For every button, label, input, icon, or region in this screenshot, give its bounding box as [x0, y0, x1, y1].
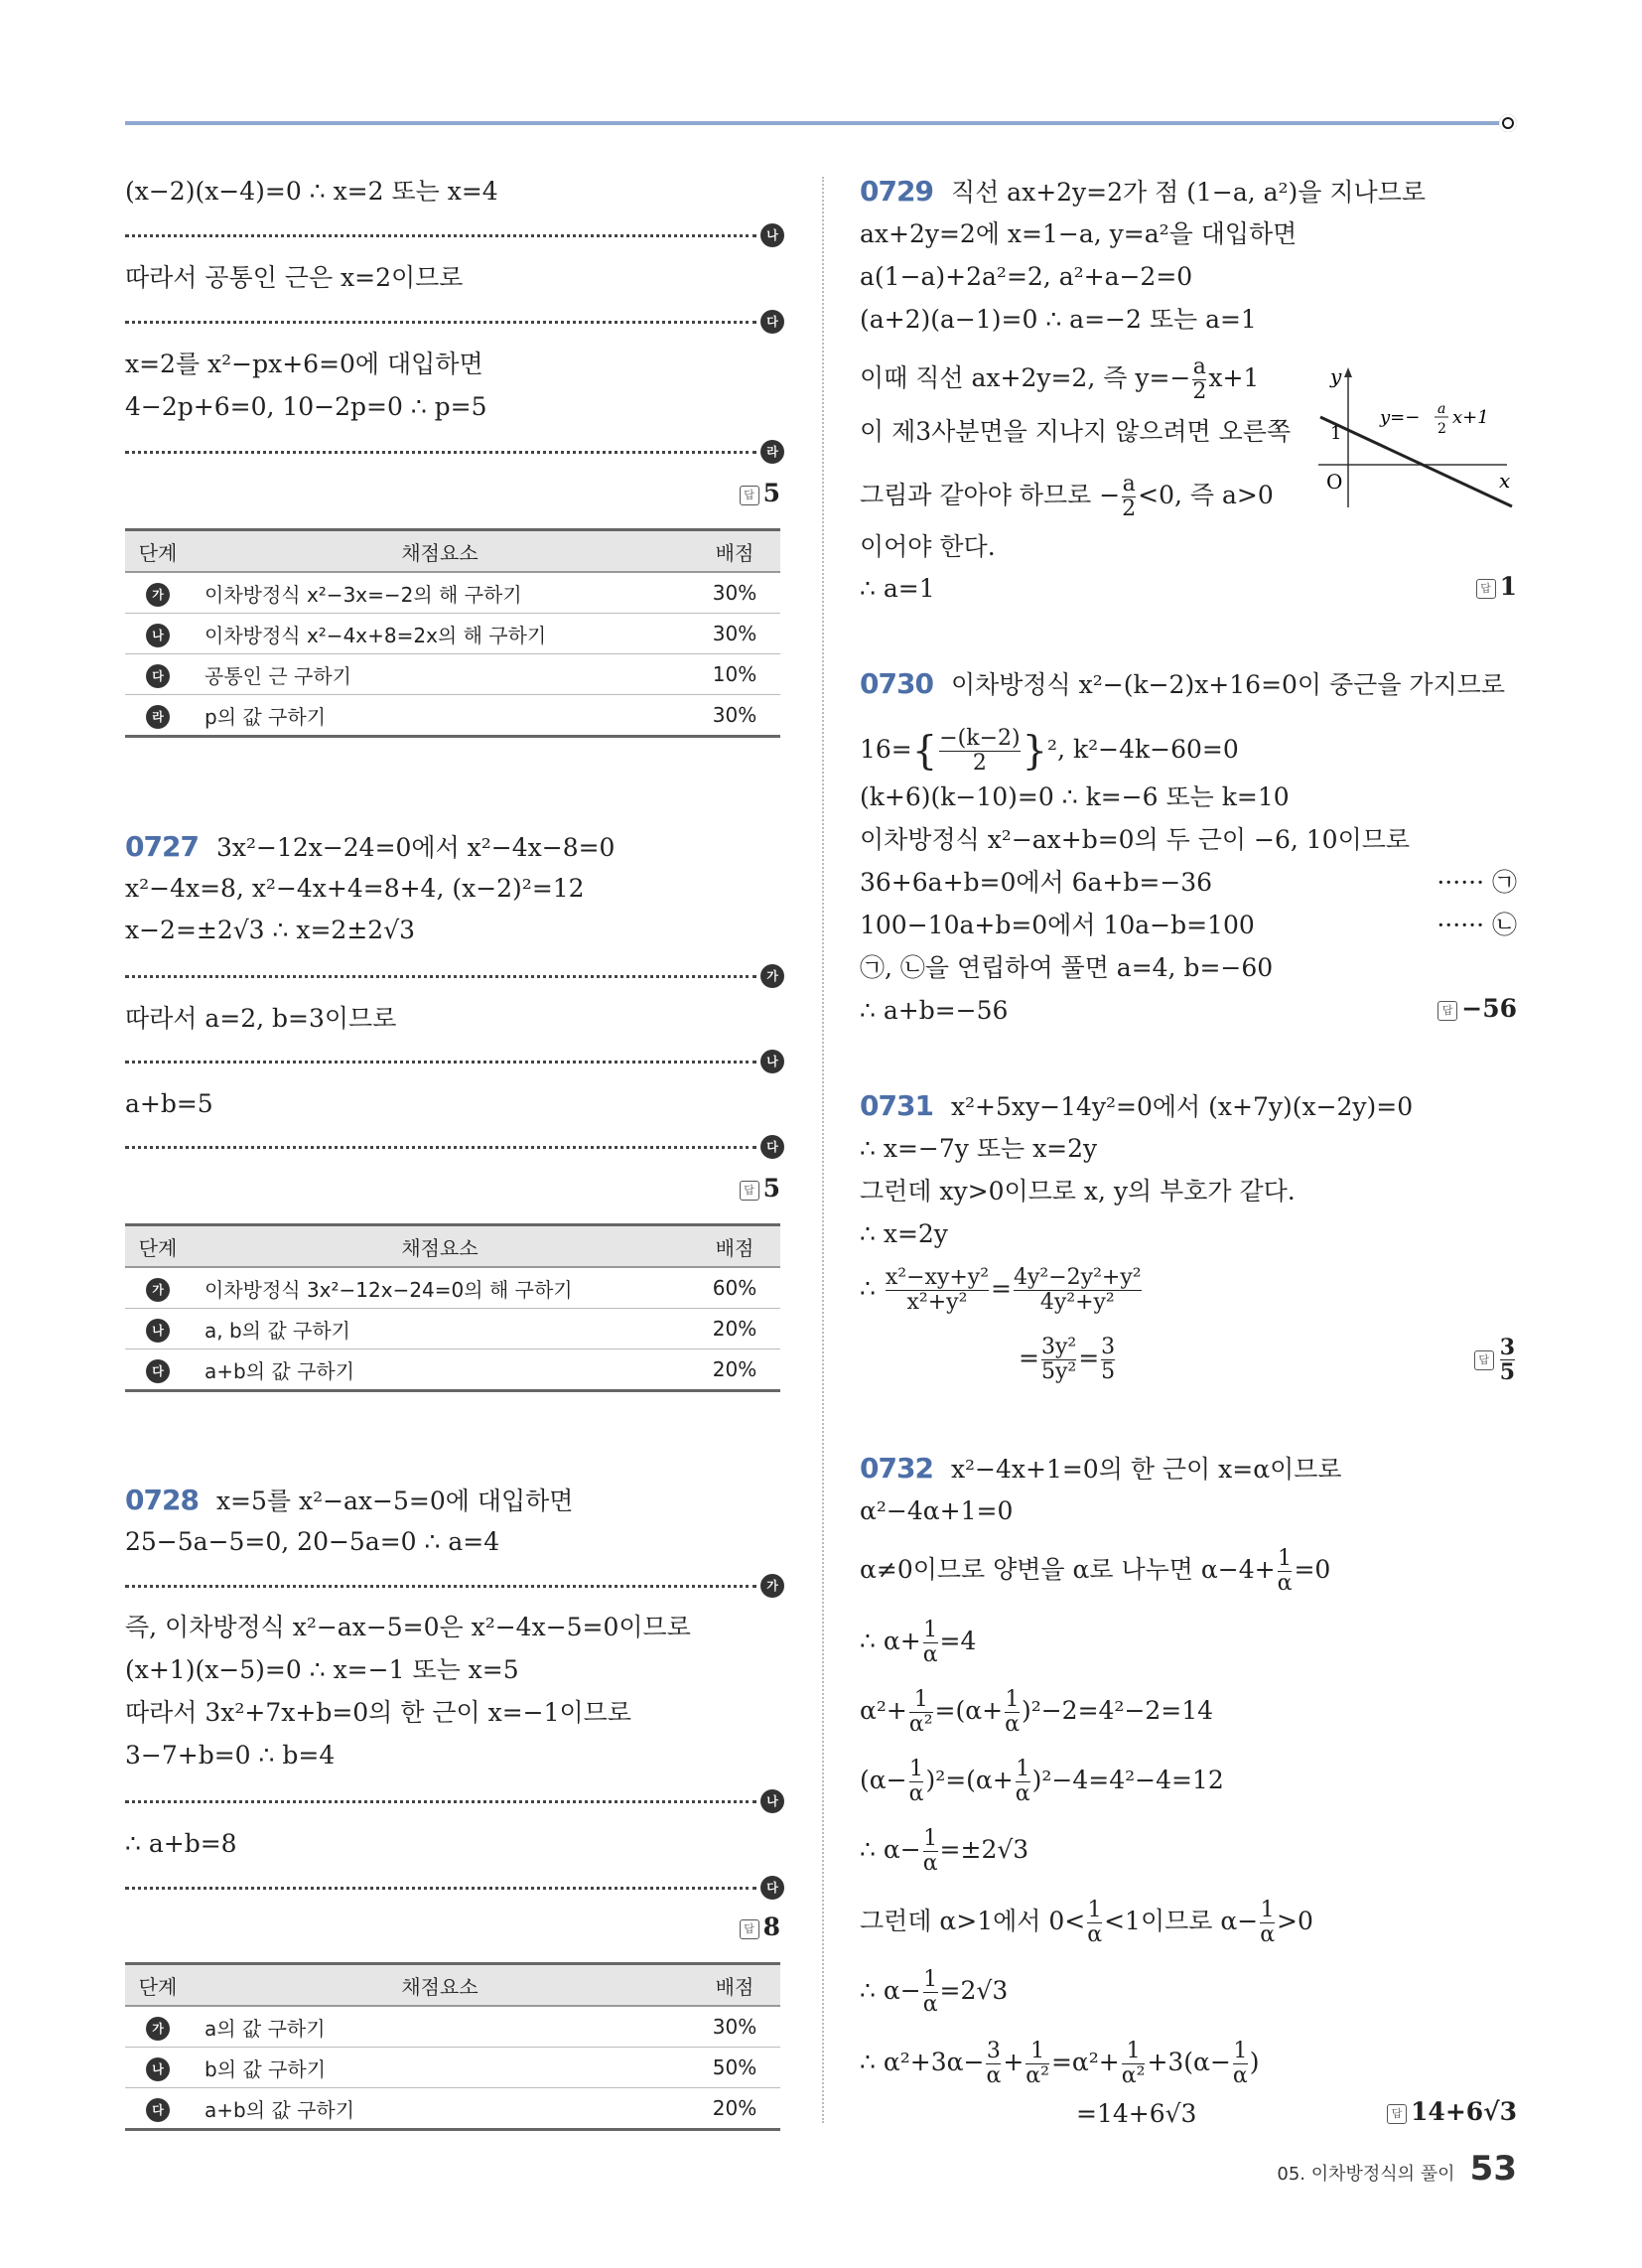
- step-badge: 가: [760, 1574, 784, 1598]
- text-line: 이 제3사분면을 지나지 않으려면 오른쪽: [860, 417, 1292, 446]
- answer: [740, 1913, 780, 1941]
- answer-fraction: [1500, 1336, 1515, 1384]
- fraction: [1005, 1688, 1020, 1737]
- dotted-separator: [125, 451, 756, 454]
- denominator: 2: [1192, 379, 1207, 404]
- text: =0: [1294, 1555, 1331, 1584]
- table-header: 채점요소: [191, 1225, 689, 1268]
- table-cell: p의 값 구하기: [191, 695, 689, 737]
- table-cell: 50%: [689, 2048, 780, 2088]
- text: +: [1003, 2048, 1025, 2076]
- table-cell: b의 값 구하기: [191, 2048, 689, 2088]
- fraction: [1233, 2040, 1248, 2088]
- text: 이때 직선 ax+2y=2, 즉 y=−: [860, 363, 1191, 392]
- table-cell: 이차방정식 3x²−12x−24=0의 해 구하기: [191, 1267, 689, 1309]
- numerator: 1: [1260, 1898, 1275, 1922]
- answer: [740, 1174, 780, 1203]
- text: =: [1019, 1344, 1039, 1372]
- numerator: 1: [1233, 2039, 1248, 2063]
- table-cell: a+b의 값 구하기: [191, 2088, 689, 2130]
- denominator: α: [1232, 2063, 1248, 2088]
- table-cell: 30%: [689, 2006, 780, 2048]
- denominator: α: [986, 2063, 1002, 2088]
- text-line: [860, 1968, 1008, 2017]
- denominator: 5y²: [1040, 1359, 1077, 1384]
- dotted-separator: [125, 1061, 756, 1063]
- text: =α²+: [1050, 2048, 1120, 2076]
- answer-icon: 답: [1474, 1350, 1494, 1370]
- text: >0: [1277, 1907, 1313, 1935]
- dotted-separator: [125, 1800, 756, 1803]
- text-line: α²−4α+1=0: [860, 1496, 1014, 1525]
- numerator: a: [1122, 472, 1136, 496]
- table-cell: 이차방정식 x²−4x+8=2x의 해 구하기: [191, 614, 689, 654]
- numerator: 1: [1278, 1546, 1293, 1571]
- numerator: 4y²−2y²+y²: [1014, 1265, 1142, 1290]
- text-line: 3−7+b=0 ∴ b=4: [125, 1741, 336, 1770]
- text-line: [1019, 1336, 1117, 1384]
- table-row: [125, 654, 780, 695]
- answer-icon: 답: [1387, 2104, 1407, 2124]
- step-badge: 나: [760, 1050, 784, 1073]
- text-line: [860, 1619, 976, 1667]
- answer-icon: 답: [740, 1181, 759, 1201]
- step-badge: 다: [146, 664, 170, 688]
- table-row: [125, 2088, 780, 2130]
- text: ∴ α−: [860, 1976, 921, 2005]
- table-cell: 10%: [689, 654, 780, 695]
- answer: [740, 479, 780, 507]
- numerator: 1: [1126, 2039, 1141, 2063]
- table-header: 배점: [689, 530, 780, 573]
- problem-number: 0728: [125, 1484, 199, 1516]
- numerator: 1: [909, 1757, 924, 1781]
- step-badge: 나: [146, 1319, 170, 1343]
- step-badge: 다: [146, 1359, 170, 1383]
- text-line: ∴ a+b=−56: [860, 996, 1009, 1025]
- text: 그림과 같아야 하므로 −: [860, 481, 1121, 509]
- answer-value: −56: [1461, 994, 1517, 1023]
- answer-value: 5: [762, 479, 780, 507]
- text: (α−: [860, 1766, 907, 1794]
- text-line: [860, 1827, 1028, 1876]
- fraction: [1278, 1547, 1293, 1596]
- answer: [1476, 572, 1517, 601]
- denominator: 5: [1499, 1359, 1515, 1385]
- denominator: α²: [1026, 2063, 1049, 2088]
- text: <1이므로 α−: [1104, 1907, 1259, 1935]
- dotted-separator: [125, 975, 756, 978]
- fraction: [909, 1688, 933, 1737]
- step-badge: 가: [146, 1278, 170, 1302]
- denominator: 2: [939, 751, 1020, 776]
- fraction: [1041, 1336, 1076, 1384]
- table-cell: 30%: [689, 695, 780, 737]
- text-line: (x+1)(x−5)=0 ∴ x=−1 또는 x=5: [125, 1655, 519, 1684]
- text-line: [860, 1688, 1213, 1737]
- denominator: α: [922, 1992, 938, 2017]
- text: x²−4x+1=0의 한 근이 x=α이므로: [950, 1455, 1342, 1484]
- text: α≠0이므로 양변을 α로 나누면 α−4+: [860, 1555, 1276, 1584]
- denominator: α²: [908, 1712, 933, 1737]
- text: 이차방정식 x²−(k−2)x+16=0이 중근을 가지므로: [950, 670, 1506, 699]
- text-line: x=2를 x²−px+6=0에 대입하면: [125, 350, 483, 378]
- fraction: [1260, 1899, 1275, 1947]
- numerator: 3: [986, 2039, 1001, 2063]
- text: )²−4=4²−4=12: [1031, 1766, 1224, 1794]
- numerator: 3: [1101, 1335, 1116, 1359]
- table-header: 단계: [125, 1964, 191, 2007]
- text: =(α+: [934, 1696, 1004, 1725]
- fraction: [986, 2040, 1001, 2088]
- text-line: ∴ a=1: [860, 574, 935, 603]
- numerator: 1: [1030, 2039, 1045, 2063]
- text-line: 즉, 이차방정식 x²−ax−5=0은 x²−4x−5=0이므로: [125, 1613, 691, 1641]
- answer-icon: 답: [740, 486, 759, 505]
- text-line: 그런데 xy>0이므로 x, y의 부호가 같다.: [860, 1177, 1296, 1205]
- denominator: α: [1005, 1712, 1020, 1737]
- problem-number: 0729: [860, 175, 933, 208]
- problem-0730-line: [860, 667, 1505, 702]
- dotted-separator: [125, 1146, 756, 1149]
- problem-0727-line: [125, 830, 615, 865]
- step-badge: 가: [760, 964, 784, 988]
- text-line: [860, 1266, 1144, 1315]
- table-cell: 30%: [689, 614, 780, 654]
- page-footer: [1277, 2149, 1517, 2189]
- text-line: 따라서 공통인 근은 x=2이므로: [125, 263, 464, 292]
- text-line: [860, 1899, 1313, 1947]
- step-badge: 나: [146, 2057, 170, 2081]
- table-row: [125, 614, 780, 654]
- table-row: [125, 2048, 780, 2088]
- text-line: ∴ a+b=8: [125, 1829, 237, 1858]
- text-line: [860, 1547, 1330, 1596]
- text: x=5를 x²−ax−5=0에 대입하면: [215, 1487, 574, 1515]
- numerator: x²−xy+y²: [885, 1265, 990, 1290]
- equation-frac-num: a: [1437, 401, 1446, 417]
- problem-number: 0727: [125, 830, 199, 863]
- table-cell: a+b의 값 구하기: [191, 1349, 689, 1391]
- equation-tail: x+1: [1452, 407, 1489, 428]
- step-badge: 나: [146, 624, 170, 647]
- answer-value: 1: [1499, 572, 1517, 601]
- fraction: [1026, 2040, 1049, 2088]
- text-line: x−2=±2√3 ∴ x=2±2√3: [125, 916, 416, 944]
- text-line: a(1−a)+2a²=2, a²+a−2=0: [860, 262, 1193, 291]
- text: ∴: [860, 1274, 876, 1303]
- denominator: α: [1087, 1922, 1103, 1947]
- numerator: 1: [923, 1967, 938, 1992]
- equation-label: y=−: [1380, 407, 1421, 428]
- text-line: [860, 1758, 1224, 1806]
- text: <0, 즉 a>0: [1138, 481, 1274, 509]
- denominator: α²: [1121, 2063, 1146, 2088]
- answer-icon: 답: [1476, 579, 1496, 599]
- dotted-separator: [125, 1585, 756, 1588]
- numerator: a: [1192, 354, 1206, 379]
- table-row: [125, 1267, 780, 1309]
- table-header: 채점요소: [191, 1964, 689, 2007]
- fraction: [1122, 2040, 1146, 2088]
- equation-marker: ······ ㉠: [1437, 868, 1517, 897]
- fraction: [1016, 1758, 1030, 1806]
- text: =: [991, 1274, 1012, 1303]
- text: )²−2=4²−2=14: [1021, 1696, 1214, 1725]
- text: x+1: [1208, 363, 1260, 392]
- brace-close: }: [1022, 728, 1048, 775]
- table-row: [125, 2006, 780, 2048]
- denominator: α: [1277, 1571, 1293, 1596]
- text-line: (x−2)(x−4)=0 ∴ x=2 또는 x=4: [125, 177, 498, 206]
- answer-icon: 답: [1437, 1001, 1457, 1021]
- text: 직선 ax+2y=2가 점 (1−a, a²)을 지나므로: [950, 178, 1426, 207]
- text: x²+5xy−14y²=0에서 (x+7y)(x−2y)=0: [950, 1092, 1414, 1121]
- text-line: ax+2y=2에 x=1−a, y=a²을 대입하면: [860, 219, 1298, 248]
- step-badge: 라: [760, 440, 784, 464]
- table-row: [125, 695, 780, 737]
- text: 16=: [860, 735, 912, 764]
- scoring-table-1: [125, 528, 780, 738]
- text-line: 이차방정식 x²−ax+b=0의 두 근이 −6, 10이므로: [860, 825, 1411, 854]
- step-badge: 가: [146, 583, 170, 607]
- text: α²+: [860, 1696, 907, 1725]
- text: =±2√3: [939, 1835, 1029, 1864]
- table-row: [125, 1349, 780, 1391]
- text-line: (a+2)(a−1)=0 ∴ a=−2 또는 a=1: [860, 305, 1257, 334]
- denominator: α: [1015, 1781, 1030, 1806]
- text-line: [860, 727, 1239, 776]
- step-badge: 나: [760, 223, 784, 247]
- line-graph: [1308, 363, 1517, 512]
- step-badge: 라: [146, 705, 170, 729]
- step-badge: 다: [146, 2098, 170, 2122]
- denominator: α: [922, 1642, 938, 1667]
- text-line: 25−5a−5=0, 20−5a=0 ∴ a=4: [125, 1527, 500, 1556]
- equation-marker: ······ ㉡: [1437, 911, 1517, 939]
- numerator: 1: [1016, 1757, 1030, 1781]
- graph-line: [1320, 417, 1512, 506]
- table-cell: a, b의 값 구하기: [191, 1309, 689, 1349]
- fraction: [909, 1758, 924, 1806]
- x-label: x: [1499, 469, 1511, 493]
- problem-number: 0730: [860, 667, 933, 700]
- text: ∴ α²+3α−: [860, 2048, 985, 2076]
- equation-frac-den: 2: [1437, 421, 1446, 437]
- text-line: =14+6√3: [1076, 2099, 1197, 2128]
- answer: [1387, 2097, 1517, 2126]
- column-divider: [822, 177, 824, 2123]
- fraction: [923, 1619, 938, 1667]
- numerator: 1: [913, 1687, 928, 1712]
- fraction: [939, 727, 1020, 776]
- text-line: 따라서 3x²+7x+b=0의 한 근이 x=−1이므로: [125, 1698, 631, 1727]
- fraction: [1087, 1899, 1102, 1947]
- numerator: 1: [1087, 1898, 1102, 1922]
- problem-0731-line: [860, 1089, 1413, 1124]
- text-line: a+b=5: [125, 1089, 213, 1118]
- denominator: α: [908, 1781, 924, 1806]
- table-header: 단계: [125, 530, 191, 573]
- text-line: 이어야 한다.: [860, 532, 996, 561]
- text: +3(α−: [1147, 2048, 1231, 2076]
- text: ∴ α+: [860, 1627, 921, 1655]
- numerator: 3y²: [1040, 1335, 1077, 1359]
- text: 그런데 α>1에서 0<: [860, 1907, 1086, 1935]
- text-line: [860, 355, 1259, 404]
- problem-0728-line: [125, 1484, 573, 1518]
- text: =4: [939, 1627, 977, 1655]
- text-line: [860, 2040, 1260, 2088]
- numerator: 3: [1499, 1335, 1515, 1360]
- text-line: 100−10a+b=0에서 10a−b=100: [860, 911, 1255, 939]
- text-line: 36+6a+b=0에서 6a+b=−36: [860, 868, 1213, 897]
- table-cell: 20%: [689, 2088, 780, 2130]
- fraction: [1101, 1336, 1115, 1384]
- answer: [1474, 1336, 1517, 1384]
- text-line: ㉠, ㉡을 연립하여 풀면 a=4, b=−60: [860, 953, 1274, 982]
- text-line: 4−2p+6=0, 10−2p=0 ∴ p=5: [125, 392, 487, 421]
- step-badge: 다: [760, 310, 784, 334]
- fraction: [923, 1968, 938, 2017]
- text: 3x²−12x−24=0에서 x²−4x−8=0: [215, 833, 616, 862]
- denominator: 4y²+y²: [1014, 1290, 1142, 1315]
- denominator: 5: [1101, 1359, 1116, 1384]
- y-axis-arrow: [1344, 367, 1352, 377]
- fraction: [1122, 473, 1136, 521]
- text-line: ∴ x=−7y 또는 x=2y: [860, 1134, 1098, 1163]
- table-cell: 20%: [689, 1309, 780, 1349]
- answer-value: 8: [762, 1913, 780, 1941]
- answer-value: 14+6√3: [1411, 2097, 1517, 2126]
- chapter-title: 05. 이차방정식의 풀이: [1277, 2164, 1455, 2185]
- table-row: [125, 572, 780, 614]
- page-number: 53: [1469, 2149, 1517, 2189]
- dotted-separator: [125, 321, 756, 324]
- text: ∴ α−: [860, 1835, 921, 1864]
- table-cell: 이차방정식 x²−3x=−2의 해 구하기: [191, 572, 689, 614]
- table-cell: 20%: [689, 1349, 780, 1391]
- denominator: x²+y²: [886, 1290, 989, 1315]
- text-line: (k+6)(k−10)=0 ∴ k=−6 또는 k=10: [860, 782, 1290, 811]
- table-cell: 30%: [689, 572, 780, 614]
- table-header: 배점: [689, 1964, 780, 2007]
- intercept-label: 1: [1330, 423, 1342, 444]
- text: =: [1078, 1344, 1100, 1372]
- numerator: 1: [1005, 1687, 1020, 1712]
- text: )²=(α+: [925, 1766, 1014, 1794]
- step-badge: 가: [146, 2017, 170, 2041]
- text-line: [860, 473, 1274, 521]
- table-header: 배점: [689, 1225, 780, 1268]
- text-line: 따라서 a=2, b=3이므로: [125, 1004, 397, 1033]
- scoring-table-3: [125, 1962, 780, 2131]
- problem-number: 0731: [860, 1089, 933, 1122]
- table-cell: 공통인 근 구하기: [191, 654, 689, 695]
- step-badge: 다: [760, 1135, 784, 1159]
- problem-number: 0732: [860, 1452, 933, 1485]
- numerator: −(k−2): [939, 726, 1021, 751]
- fraction: [886, 1266, 989, 1315]
- table-cell: 60%: [689, 1267, 780, 1309]
- text: ): [1249, 2048, 1260, 2076]
- dotted-separator: [125, 234, 756, 237]
- answer-icon: 답: [740, 1919, 759, 1939]
- origin-label: O: [1326, 470, 1343, 494]
- problem-0729-line: [860, 175, 1426, 210]
- table-row: [125, 1309, 780, 1349]
- step-badge: 나: [760, 1789, 784, 1813]
- fraction: [923, 1827, 938, 1876]
- denominator: α: [1260, 1922, 1276, 1947]
- problem-0732-line: [860, 1452, 1342, 1487]
- y-label: y: [1330, 364, 1342, 388]
- denominator: α: [922, 1851, 938, 1876]
- text: ², k²−4k−60=0: [1047, 735, 1239, 764]
- step-badge: 다: [760, 1876, 784, 1900]
- brace-open: {: [911, 728, 938, 775]
- numerator: 1: [923, 1618, 938, 1642]
- fraction: [1192, 355, 1206, 404]
- denominator: 2: [1122, 496, 1137, 521]
- dotted-separator: [125, 1887, 756, 1890]
- left-column: [125, 0, 780, 2268]
- right-column: [860, 0, 1517, 2268]
- text: =2√3: [939, 1976, 1009, 2005]
- text-line: x²−4x=8, x²−4x+4=8+4, (x−2)²=12: [125, 874, 585, 903]
- fraction: [1014, 1266, 1142, 1315]
- text-line: ∴ x=2y: [860, 1219, 948, 1248]
- answer-value: 5: [762, 1174, 780, 1203]
- table-header: 채점요소: [191, 530, 689, 573]
- answer: [1437, 994, 1517, 1023]
- scoring-table-2: [125, 1223, 780, 1392]
- table-header: 단계: [125, 1225, 191, 1268]
- numerator: 1: [923, 1826, 938, 1851]
- table-cell: a의 값 구하기: [191, 2006, 689, 2048]
